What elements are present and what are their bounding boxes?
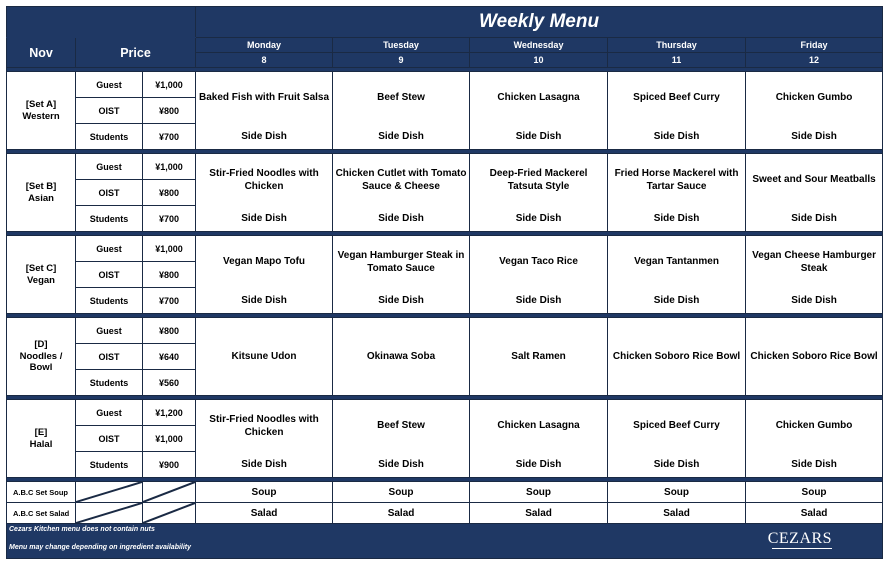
price-value: ¥800: [143, 180, 196, 206]
set-name-line: [Set C]: [25, 262, 57, 274]
price-value: ¥900: [143, 452, 196, 478]
price-tier-label: Students: [76, 452, 143, 478]
day-row: [7, 38, 883, 53]
dish-cell: Chicken Soboro Rice Bowl: [746, 318, 883, 396]
dish-cell: Chicken Lasagna: [470, 72, 608, 124]
dish-cell: Vegan Hamburger Steak in Tomato Sauce: [333, 236, 470, 288]
set-name: [7, 72, 76, 150]
month-label: Nov: [7, 38, 76, 68]
price-tier-label: Guest: [76, 72, 143, 98]
side-dish-cell: Side Dish: [470, 206, 608, 232]
set-name-line: Noodles /: [19, 350, 63, 362]
side-dish-cell: Side Dish: [746, 288, 883, 314]
empty-price-slash: [143, 503, 196, 524]
dish-cell: Stir-Fried Noodles with Chicken: [196, 400, 333, 452]
dish-cell: Fried Horse Mackerel with Tartar Sauce: [608, 154, 746, 206]
footer: [7, 524, 883, 559]
price-value: ¥1,200: [143, 400, 196, 426]
title-row: [7, 7, 883, 38]
side-dish-cell: Side Dish: [746, 124, 883, 150]
set-row: [7, 288, 883, 314]
set-row: [7, 400, 883, 426]
extra-value: Salad: [470, 503, 608, 524]
dish-cell: Beef Stew: [333, 72, 470, 124]
price-value: ¥700: [143, 124, 196, 150]
empty-price-slash: [143, 482, 196, 503]
price-value: ¥800: [143, 262, 196, 288]
side-dish-cell: Side Dish: [333, 288, 470, 314]
date-header-monday: 8: [196, 53, 333, 68]
extra-value: Soup: [608, 482, 746, 503]
side-dish-cell: Side Dish: [333, 452, 470, 478]
set-name-line: [D]: [34, 338, 48, 350]
page-title: Weekly Menu: [196, 7, 883, 38]
set-name-line: Western: [22, 110, 60, 122]
side-dish-cell: Side Dish: [333, 124, 470, 150]
price-value: ¥700: [143, 288, 196, 314]
side-dish-cell: Side Dish: [196, 452, 333, 478]
price-tier-label: Students: [76, 370, 143, 396]
side-dish-cell: Side Dish: [470, 288, 608, 314]
dish-cell: Chicken Soboro Rice Bowl: [608, 318, 746, 396]
set-name-line: Asian: [28, 192, 54, 204]
side-dish-cell: Side Dish: [470, 452, 608, 478]
side-dish-cell: Side Dish: [470, 124, 608, 150]
side-dish-cell: Side Dish: [196, 124, 333, 150]
dish-cell: Chicken Lasagna: [470, 400, 608, 452]
dish-cell: Beef Stew: [333, 400, 470, 452]
day-header-tuesday: Tuesday: [333, 38, 470, 53]
price-tier-label: Guest: [76, 236, 143, 262]
price-value: ¥1,000: [143, 426, 196, 452]
set-row: [7, 72, 883, 98]
set-name-line: Bowl: [29, 362, 53, 374]
price-value: ¥800: [143, 318, 196, 344]
extra-value: Salad: [608, 503, 746, 524]
logo-underline: [772, 548, 832, 549]
set-row: [7, 154, 883, 180]
dish-cell: Salt Ramen: [470, 318, 608, 396]
side-dish-cell: Side Dish: [608, 206, 746, 232]
extra-row: [7, 503, 883, 524]
set-name: [7, 400, 76, 478]
diagonal-line: [76, 482, 142, 502]
extra-value: Soup: [470, 482, 608, 503]
side-dish-cell: Side Dish: [333, 206, 470, 232]
dish-cell: Vegan Tantanmen: [608, 236, 746, 288]
set-row: [7, 236, 883, 262]
extra-value: Soup: [746, 482, 883, 503]
dish-cell: Vegan Cheese Hamburger Steak: [746, 236, 883, 288]
price-tier-label: Guest: [76, 318, 143, 344]
price-tier-label: Students: [76, 124, 143, 150]
extra-value: Soup: [333, 482, 470, 503]
weekly-menu: [6, 6, 883, 559]
price-value: ¥1,000: [143, 154, 196, 180]
date-header-wednesday: 10: [470, 53, 608, 68]
dish-cell: Chicken Cutlet with Tomato Sauce & Cheese: [333, 154, 470, 206]
diagonal-line: [143, 503, 195, 523]
nut-note: Cezars Kitchen menu does not contain nuts: [9, 526, 155, 533]
diagonal-line: [143, 482, 195, 502]
dish-cell: Vegan Taco Rice: [470, 236, 608, 288]
set-name-line: [E]: [34, 426, 48, 438]
dish-cell: Spiced Beef Curry: [608, 400, 746, 452]
price-value: ¥800: [143, 98, 196, 124]
empty-price-slash: [76, 503, 143, 524]
dish-cell: Baked Fish with Fruit Salsa: [196, 72, 333, 124]
price-value: ¥1,000: [143, 72, 196, 98]
set-row: [7, 206, 883, 232]
day-header-thursday: Thursday: [608, 38, 746, 53]
dish-cell: Deep-Fried Mackerel Tatsuta Style: [470, 154, 608, 206]
set-row: [7, 318, 883, 344]
extra-label: A.B.C Set Soup: [7, 482, 76, 503]
diagonal-line: [76, 503, 142, 523]
extra-label: A.B.C Set Salad: [7, 503, 76, 524]
dish-cell: Stir-Fried Noodles with Chicken: [196, 154, 333, 206]
dish-cell: Chicken Gumbo: [746, 400, 883, 452]
title-spacer: [7, 7, 196, 38]
price-tier-label: OIST: [76, 344, 143, 370]
extra-value: Salad: [333, 503, 470, 524]
set-name: [7, 318, 76, 396]
price-tier-label: OIST: [76, 98, 143, 124]
day-header-friday: Friday: [746, 38, 883, 53]
price-tier-label: Guest: [76, 154, 143, 180]
date-header-tuesday: 9: [333, 53, 470, 68]
price-value: ¥560: [143, 370, 196, 396]
day-header-wednesday: Wednesday: [470, 38, 608, 53]
side-dish-cell: Side Dish: [196, 288, 333, 314]
dish-cell: Spiced Beef Curry: [608, 72, 746, 124]
extra-value: Salad: [196, 503, 333, 524]
set-name-line: Vegan: [27, 274, 55, 286]
empty-price-slash: [76, 482, 143, 503]
set-row: [7, 452, 883, 478]
price-tier-label: Guest: [76, 400, 143, 426]
dish-cell: Sweet and Sour Meatballs: [746, 154, 883, 206]
price-value: ¥700: [143, 206, 196, 232]
date-header-friday: 12: [746, 53, 883, 68]
price-value: ¥640: [143, 344, 196, 370]
extra-row: [7, 482, 883, 503]
set-name-line: Halal: [29, 438, 53, 450]
price-tier-label: OIST: [76, 262, 143, 288]
price-tier-label: Students: [76, 206, 143, 232]
dish-cell: Chicken Gumbo: [746, 72, 883, 124]
set-row: [7, 124, 883, 150]
day-header-monday: Monday: [196, 38, 333, 53]
dish-cell: Okinawa Soba: [333, 318, 470, 396]
price-tier-label: OIST: [76, 426, 143, 452]
side-dish-cell: Side Dish: [608, 124, 746, 150]
dish-cell: Kitsune Udon: [196, 318, 333, 396]
availability-note: Menu may change depending on ingredient availability: [9, 544, 192, 551]
set-name: [7, 236, 76, 314]
side-dish-cell: Side Dish: [608, 288, 746, 314]
side-dish-cell: Side Dish: [746, 452, 883, 478]
set-name-line: [Set B]: [25, 180, 57, 192]
price-header: Price: [76, 38, 196, 68]
set-name-line: [Set A]: [25, 98, 57, 110]
set-name: [7, 154, 76, 232]
price-value: ¥1,000: [143, 236, 196, 262]
cezars-logo: CEZARS: [767, 530, 833, 547]
dish-cell: Vegan Mapo Tofu: [196, 236, 333, 288]
menu-table: [6, 6, 883, 559]
footer-row: [7, 524, 883, 559]
extra-value: Soup: [196, 482, 333, 503]
side-dish-cell: Side Dish: [196, 206, 333, 232]
date-header-thursday: 11: [608, 53, 746, 68]
price-tier-label: OIST: [76, 180, 143, 206]
side-dish-cell: Side Dish: [746, 206, 883, 232]
price-tier-label: Students: [76, 288, 143, 314]
side-dish-cell: Side Dish: [608, 452, 746, 478]
extra-value: Salad: [746, 503, 883, 524]
